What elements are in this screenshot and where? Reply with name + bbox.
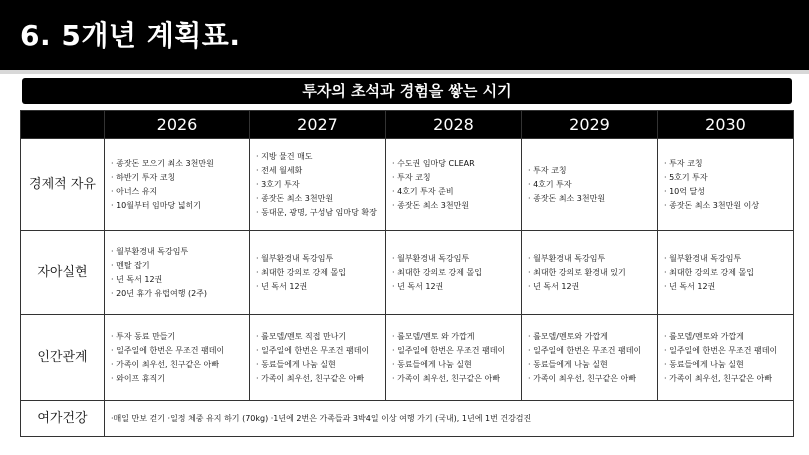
plan-item-list: [528, 252, 657, 294]
plan-item-list: [111, 157, 249, 213]
plan-item-list: [392, 252, 521, 294]
plan-item: · 10월부터 임마당 넓히기: [111, 200, 201, 210]
plan-item: · 종잣돈 최소 3천만원: [528, 193, 606, 203]
year-header-cell: 2029: [522, 111, 658, 139]
plan-item: · 동대문, 광명, 구성남 임마당 확장: [256, 207, 377, 217]
plan-item: · 4호기 투자 준비: [392, 186, 454, 196]
plan-item: · 가족이 최우선, 친구같은 아빠: [664, 373, 772, 383]
plan-item: · 동료들에게 나눔 실현: [392, 359, 472, 369]
plan-row: [21, 231, 794, 315]
plan-row: [21, 315, 794, 401]
plan-cell: [658, 231, 794, 315]
plan-cell: [105, 231, 250, 315]
plan-item: · 투자 코칭: [664, 158, 703, 168]
plan-item: · 년 독서 12권: [392, 281, 444, 291]
plan-item: · 와이프 휴직기: [111, 373, 165, 383]
plan-item: · 일주일에 한번은 무조건 팸데이: [664, 345, 778, 355]
plan-cell: [522, 315, 658, 401]
plan-item: · 최대한 강의로 강제 몰입: [664, 267, 754, 277]
plan-item: · 가족이 최우선, 친구같은 아빠: [392, 373, 500, 383]
corner-header-cell: [21, 111, 105, 139]
plan-item: · 5호기 투자: [664, 172, 708, 182]
plan-item: · 롤모델/멘토와 가깝게: [528, 331, 608, 341]
plan-item: · 종잣돈 최소 3천만원 이상: [664, 200, 760, 210]
plan-item: · 투자 동료 만들기: [111, 331, 176, 341]
row-label: 자아실현: [21, 231, 105, 315]
plan-item-list: [256, 150, 385, 220]
plan-item-list: [111, 330, 249, 386]
plan-item: · 투자 코칭: [392, 172, 431, 182]
plan-item: · 가족이 최우선, 친구같은 아빠: [256, 373, 364, 383]
plan-row: [21, 139, 794, 231]
plan-item: · 롤모델/멘토 와 가깝게: [392, 331, 475, 341]
plan-item-list: [392, 330, 521, 386]
plan-item: · 동료들에게 나눔 실현: [664, 359, 744, 369]
section-banner: [22, 78, 792, 104]
five-year-plan-table: [20, 110, 794, 437]
plan-item: · 월부환경내 독강임투: [528, 253, 606, 263]
plan-item: · 일주일에 한번은 무조건 팸데이: [528, 345, 642, 355]
plan-item: · 종잣돈 최소 3천만원: [256, 193, 334, 203]
plan-item: · 년 독서 12권: [664, 281, 716, 291]
plan-item: · 20년 휴가 유럽여행 (2주): [111, 288, 208, 298]
plan-item: · 일주일에 한번은 무조건 팸데이: [256, 345, 370, 355]
plan-cell: [250, 139, 386, 231]
page-title: 6. 5개년 계획표.: [20, 19, 241, 52]
plan-item-list: [664, 252, 793, 294]
plan-item: · 년 독서 12권: [111, 274, 163, 284]
banner-text: 투자의 초석과 경험을 쌓는 시기: [302, 82, 512, 100]
plan-item-list: [664, 157, 793, 213]
plan-item: · 종잣돈 모으기 최소 3천만원: [111, 158, 214, 168]
page-header: [0, 0, 809, 70]
plan-cell: [250, 315, 386, 401]
year-header-cell: 2030: [658, 111, 794, 139]
plan-cell: [250, 231, 386, 315]
plan-item: · 전세 월세화: [256, 165, 303, 175]
leisure-goals-cell: ·매일 만보 걷기 ·일정 체중 유지 하기 (70kg) ·1년에 2번은 가족들과 3박4일 이상 여행 가기 (국내), 1년에 1번 건강검진: [105, 401, 794, 437]
plan-item: · 동료들에게 나눔 실현: [256, 359, 336, 369]
plan-item: · 최대한 강의로 강제 몰입: [256, 267, 346, 277]
plan-item: · 월부환경내 독강임투: [392, 253, 470, 263]
header-divider: [0, 70, 809, 74]
plan-cell: [105, 139, 250, 231]
year-header-row: [21, 111, 794, 139]
plan-item: · 일주일에 한번은 무조건 팸데이: [392, 345, 506, 355]
plan-item-list: [256, 252, 385, 294]
plan-item-list: [256, 330, 385, 386]
plan-item: · 멘탈 잡기: [111, 260, 150, 270]
plan-item: · 롤모델/멘토 직접 만나기: [256, 331, 347, 341]
plan-item: · 최대한 강의로 강제 몰입: [392, 267, 482, 277]
plan-cell: [658, 139, 794, 231]
plan-cell: [658, 315, 794, 401]
plan-cell: [386, 139, 522, 231]
plan-cell: [522, 139, 658, 231]
plan-item: · 월부환경내 독강임투: [256, 253, 334, 263]
plan-item: · 동료들에게 나눔 실현: [528, 359, 608, 369]
plan-item: · 월부환경내 독강임투: [664, 253, 742, 263]
plan-cell: [522, 231, 658, 315]
plan-item: · 3호기 투자: [256, 179, 300, 189]
plan-item: · 월부환경내 독강임투: [111, 246, 189, 256]
row-label: 경제적 자유: [21, 139, 105, 231]
plan-item: · 가족이 최우선, 친구같은 아빠: [528, 373, 636, 383]
plan-item: · 10억 달성: [664, 186, 705, 196]
plan-cell: [386, 231, 522, 315]
plan-item: · 아너스 유지: [111, 186, 158, 196]
plan-item: · 4호기 투자: [528, 179, 572, 189]
plan-item: · 년 독서 12권: [256, 281, 308, 291]
plan-item: · 가족이 최우선, 친구같은 아빠: [111, 359, 219, 369]
plan-item: · 종잣돈 최소 3천만원: [392, 200, 470, 210]
plan-item: · 일주일에 한번은 무조건 팸데이: [111, 345, 225, 355]
plan-cell: [105, 315, 250, 401]
plan-item: · 년 독서 12권: [528, 281, 580, 291]
year-header-cell: 2028: [386, 111, 522, 139]
plan-item: · 최대한 강의로 환경내 있기: [528, 267, 626, 277]
row-label: 여가건강: [21, 401, 105, 437]
year-header-cell: 2027: [250, 111, 386, 139]
plan-item-list: [664, 330, 793, 386]
plan-item-list: [111, 245, 249, 301]
plan-item-list: [392, 157, 521, 213]
plan-item-list: [528, 164, 657, 206]
leisure-row: [21, 401, 794, 437]
plan-item: · 롤모델/멘토와 가깝게: [664, 331, 744, 341]
plan-item: · 투자 코칭: [528, 165, 567, 175]
row-label: 인간관계: [21, 315, 105, 401]
year-header-cell: 2026: [105, 111, 250, 139]
plan-item-list: [528, 330, 657, 386]
plan-item: · 지방 물건 매도: [256, 151, 313, 161]
plan-item: · 하반기 투자 코칭: [111, 172, 176, 182]
plan-item: · 수도권 임마당 CLEAR: [392, 158, 475, 168]
plan-cell: [386, 315, 522, 401]
